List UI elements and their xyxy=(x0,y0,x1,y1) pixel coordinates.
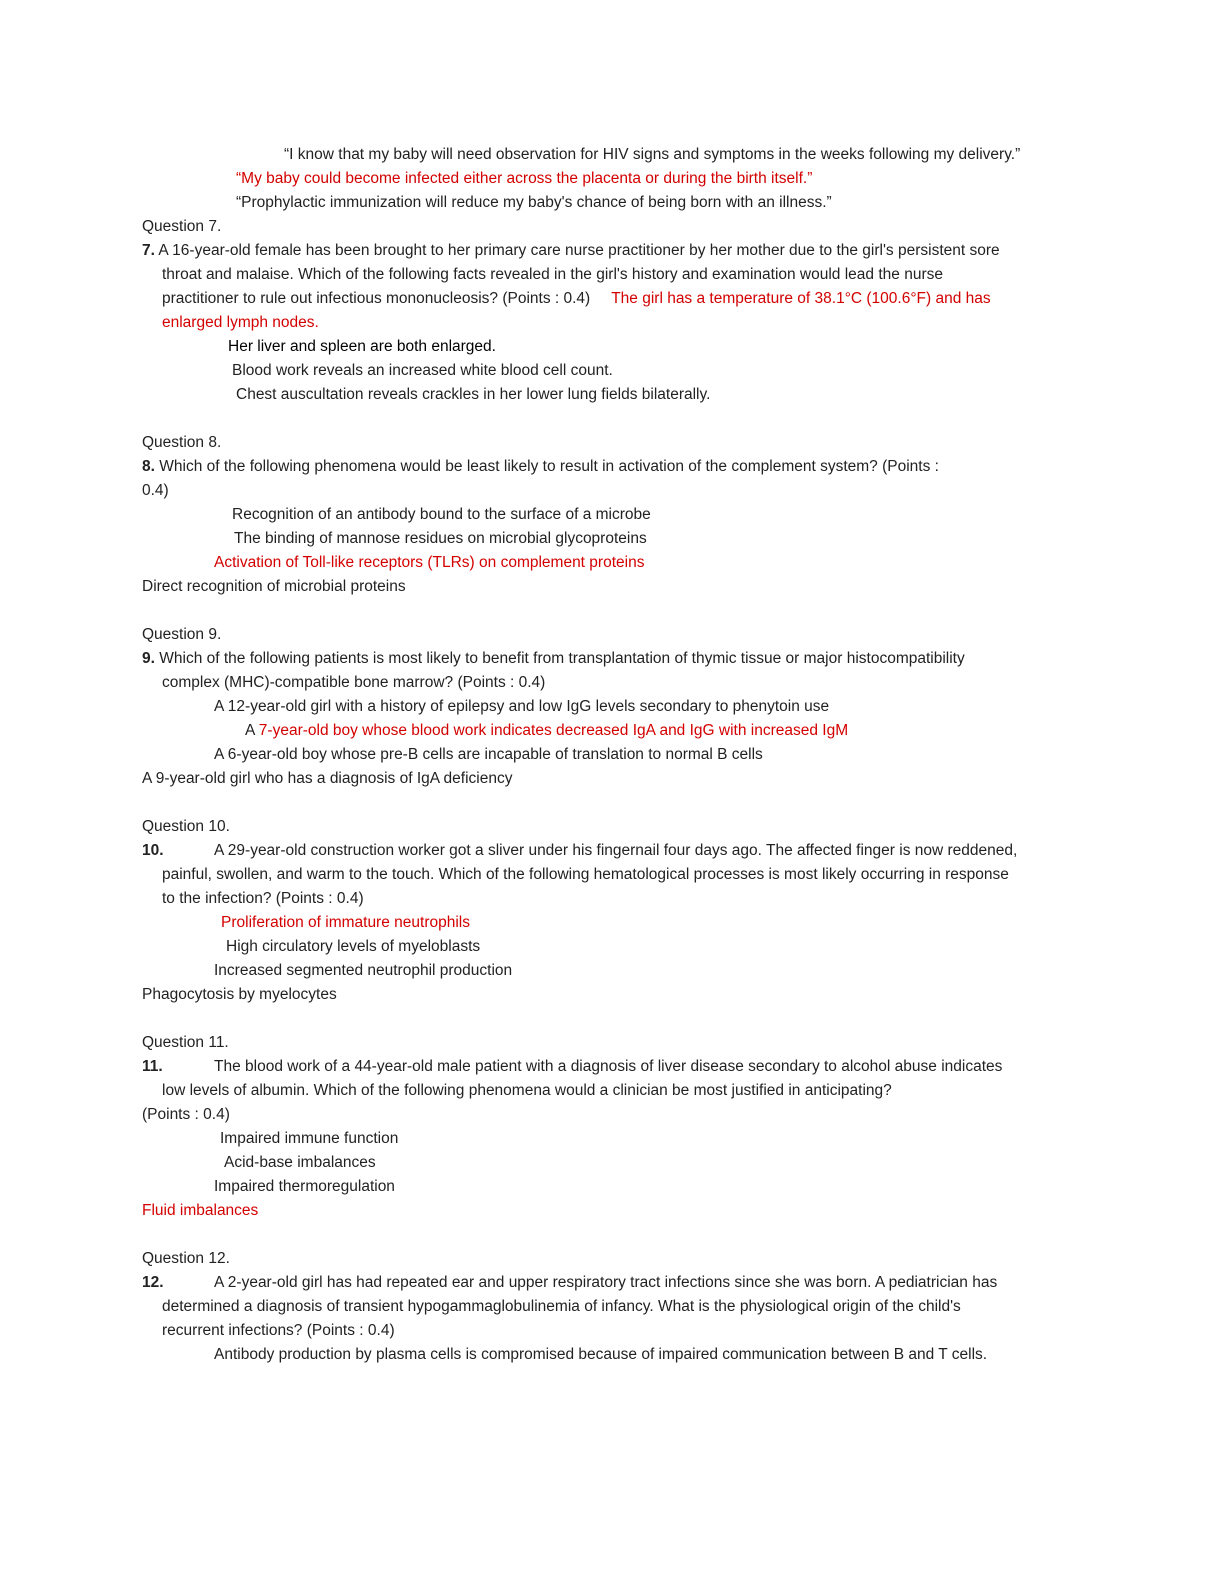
q7-answer-line-b: enlarged lymph nodes. xyxy=(162,314,319,331)
q7-option-2: Her liver and spleen are both enlarged. xyxy=(228,338,496,355)
q10-number: 10. xyxy=(142,842,164,859)
q9-option-2-prefix: A xyxy=(245,722,259,739)
q6-option-3: “Prophylactic immunization will reduce my baby's chance of being born with an illness.” xyxy=(236,194,832,211)
q12-stem-line-2: determined a diagnosis of transient hypogammaglobulinemia of infancy. What is the physiological origin of the child's xyxy=(162,1298,961,1315)
q7-option-3: Blood work reveals an increased white blood cell count. xyxy=(232,362,613,379)
q7-stem-line-2: throat and malaise. Which of the following facts revealed in the girl's history and examination would lead the nurse xyxy=(162,266,943,283)
q8-option-4: Direct recognition of microbial proteins xyxy=(142,578,406,595)
q9-option-4: A 9-year-old girl who has a diagnosis of IgA deficiency xyxy=(142,770,513,787)
q11-option-2: Acid-base imbalances xyxy=(224,1154,376,1171)
q9-stem-line-2: complex (MHC)-compatible bone marrow? (Points : 0.4) xyxy=(162,674,546,691)
q10-option-4: Phagocytosis by myelocytes xyxy=(142,986,337,1003)
q7-stem-line-3 xyxy=(162,289,991,309)
q7-header: Question 7. xyxy=(142,218,222,235)
q12-stem-line-1 xyxy=(142,1273,997,1293)
q9-option-2 xyxy=(245,721,848,741)
q9-stem-text-1: Which of the following patients is most likely to benefit from transplantation of thymic tissue or major histocompatibility xyxy=(159,650,965,667)
q11-header: Question 11. xyxy=(142,1034,229,1051)
q9-option-3: A 6-year-old boy whose pre-B cells are incapable of translation to normal B cells xyxy=(214,746,763,763)
q9-stem-line-1 xyxy=(142,649,965,669)
q11-stem-line-3: (Points : 0.4) xyxy=(142,1106,230,1123)
q8-option-2: The binding of mannose residues on microbial glycoproteins xyxy=(234,530,647,547)
q9-option-1: A 12-year-old girl with a history of epilepsy and low IgG levels secondary to phenytoin use xyxy=(214,698,830,715)
q7-option-4: Chest auscultation reveals crackles in her lower lung fields bilaterally. xyxy=(236,386,711,403)
q10-stem-line-2: painful, swollen, and warm to the touch. Which of the following hematological processes is most likely occurring in response xyxy=(162,866,1009,883)
q8-stem-line-2: 0.4) xyxy=(142,482,169,499)
q8-stem-line-1 xyxy=(142,457,939,477)
q6-option-1: “I know that my baby will need observation for HIV signs and symptoms in the weeks following my delivery.” xyxy=(284,146,1021,163)
q7-stem-line-1 xyxy=(142,241,1000,261)
q11-stem-line-2: low levels of albumin. Which of the following phenomena would a clinician be most justified in anticipating? xyxy=(162,1082,892,1099)
q6-option-2-answer: “My baby could become infected either across the placenta or during the birth itself.” xyxy=(236,170,813,187)
q7-stem-text-3: practitioner to rule out infectious mononucleosis? (Points : 0.4) xyxy=(162,290,591,307)
q12-option-1: Antibody production by plasma cells is compromised because of impaired communication between B and T cells. xyxy=(214,1346,988,1363)
q12-header: Question 12. xyxy=(142,1250,230,1267)
q8-stem-text-1: Which of the following phenomena would be least likely to result in activation of the complement system? (Points : xyxy=(159,458,939,475)
q10-stem-text-1: A 29-year-old construction worker got a sliver under his fingernail four days ago. The affected finger is now reddened, xyxy=(214,842,1018,859)
q8-header: Question 8. xyxy=(142,434,222,451)
q11-option-3: Impaired thermoregulation xyxy=(214,1178,395,1195)
q7-stem-text-1: A 16-year-old female has been brought to her primary care nurse practitioner by her mother due to the girl's persistent sore xyxy=(158,242,1000,259)
q11-stem-text-1: The blood work of a 44-year-old male patient with a diagnosis of liver disease secondary to alcohol abuse indicates xyxy=(214,1058,1003,1075)
q8-option-1: Recognition of an antibody bound to the surface of a microbe xyxy=(232,506,651,523)
q12-stem-line-3: recurrent infections? (Points : 0.4) xyxy=(162,1322,395,1339)
q9-number: 9. xyxy=(142,650,155,667)
q10-stem-line-3: to the infection? (Points : 0.4) xyxy=(162,890,364,907)
q12-stem-text-1: A 2-year-old girl has had repeated ear and upper respiratory tract infections since she was born. A pediatrician has xyxy=(214,1274,998,1291)
q10-option-3: Increased segmented neutrophil production xyxy=(214,962,513,979)
q10-option-2: High circulatory levels of myeloblasts xyxy=(226,938,481,955)
q9-option-2-answer: 7-year-old boy whose blood work indicates decreased IgA and IgG with increased IgM xyxy=(258,722,849,739)
q8-number: 8. xyxy=(142,458,155,475)
q11-number: 11. xyxy=(142,1058,163,1075)
q9-header: Question 9. xyxy=(142,626,222,643)
q7-answer-line-a: The girl has a temperature of 38.1°C (100.6°F) and has xyxy=(611,290,991,307)
q10-header: Question 10. xyxy=(142,818,230,835)
q11-stem-line-1 xyxy=(142,1057,1002,1077)
q7-number: 7. xyxy=(142,242,155,259)
q12-number: 12. xyxy=(142,1274,164,1291)
q10-option-1-answer: Proliferation of immature neutrophils xyxy=(221,914,470,931)
q11-option-1: Impaired immune function xyxy=(220,1130,399,1147)
q11-option-4-answer: Fluid imbalances xyxy=(142,1202,259,1219)
q10-stem-line-1 xyxy=(142,841,1017,861)
q8-option-3-answer: Activation of Toll-like receptors (TLRs) on complement proteins xyxy=(214,554,645,571)
